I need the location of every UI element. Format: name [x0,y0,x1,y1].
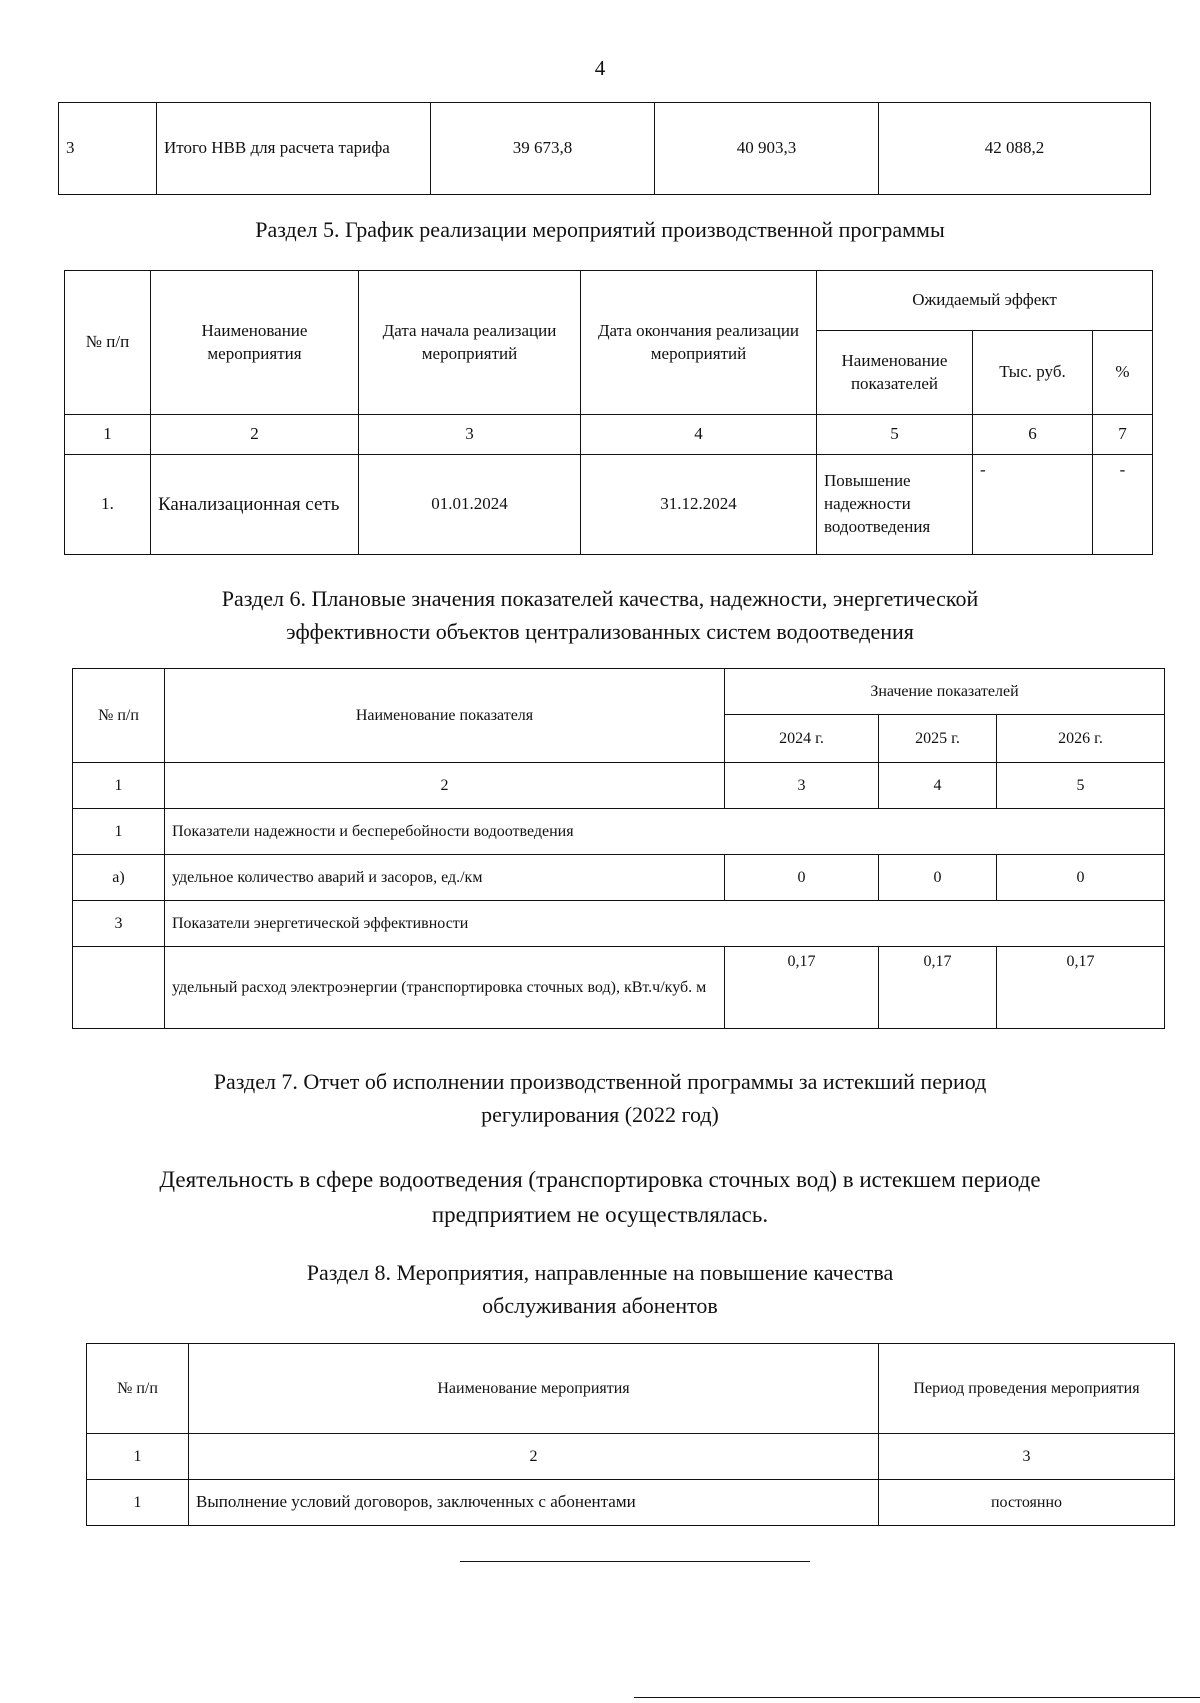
table-header-row [65,271,1153,331]
header-2025: 2025 г. [879,715,997,763]
bottom-line [634,1697,1200,1698]
header-effect: Ожидаемый эффект [817,271,1153,331]
percent-cell: - [1093,455,1153,555]
group-name: Показатели энергетической эффективности [165,901,1165,947]
table-index-row [87,1434,1175,1480]
table-index-row [73,763,1165,809]
value-cell: 0,17 [725,947,879,1029]
header-indicator: Наименование показателей [817,331,973,415]
header-start: Дата начала реализации мероприятий [359,271,581,415]
table-group-row [73,809,1165,855]
index-cell: 3 [359,415,581,455]
header-2026: 2026 г. [997,715,1165,763]
header-period: Период проведения мероприятия [879,1344,1175,1434]
table-index-row [65,415,1153,455]
index-cell: 4 [581,415,817,455]
table-row [59,103,1151,195]
header-num: № п/п [65,271,151,415]
section7-title-line2: регулирования (2022 год) [481,1102,719,1127]
page-number: 4 [594,56,606,80]
table-row [73,947,1165,1029]
section7-text [0,1163,1200,1232]
header-percent: % [1093,331,1153,415]
row-number: 3 [59,103,157,195]
index-cell: 1 [87,1434,189,1480]
indicator-cell: Повышение надежности водоотведения [817,455,973,555]
table-row [73,855,1165,901]
table-row [65,455,1153,555]
value-cell: 40 903,3 [655,103,879,195]
section7-title-line1: Раздел 7. Отчет об исполнении производственной программы за истекший период [213,1069,987,1094]
table-row [87,1480,1175,1526]
thousand-cell: - [973,455,1093,555]
row-name: удельное количество аварий и засоров, ед./км [165,855,725,901]
header-name: Наименование мероприятия [189,1344,879,1434]
section5-table [64,270,1153,555]
header-2024: 2024 г. [725,715,879,763]
value-cell: 0,17 [997,947,1165,1029]
value-cell: 42 088,2 [879,103,1151,195]
index-cell: 5 [817,415,973,455]
header-num: № п/п [73,669,165,763]
row-name: Канализационная сеть [151,455,359,555]
row-name: удельный расход электроэнергии (транспортировка сточных вод), кВт.ч/куб. м [165,947,725,1029]
index-cell: 1 [73,763,165,809]
index-cell: 3 [725,763,879,809]
value-cell: 0,17 [879,947,997,1029]
row-number: 1 [87,1480,189,1526]
section8-title [0,1256,1200,1322]
period-cell: постоянно [879,1480,1175,1526]
section5-title: Раздел 5. График реализации мероприятий производственной программы [255,217,945,242]
header-end: Дата окончания реализации мероприятий [581,271,817,415]
row-number [73,947,165,1029]
section8-table [86,1343,1175,1526]
end-divider [460,1561,810,1562]
section7-text-line1: Деятельность в сфере водоотведения (транспортировка сточных вод) в истекшем периоде [159,1167,1041,1192]
row-number: 1 [73,809,165,855]
nvv-table [58,102,1151,195]
group-name: Показатели надежности и бесперебойности водоотведения [165,809,1165,855]
row-name: Итого НВВ для расчета тарифа [157,103,431,195]
index-cell: 7 [1093,415,1153,455]
table-header-row [87,1344,1175,1434]
section7-title [0,1065,1200,1131]
header-name: Наименование мероприятия [151,271,359,415]
end-date: 31.12.2024 [581,455,817,555]
value-cell: 0 [725,855,879,901]
start-date: 01.01.2024 [359,455,581,555]
section6-title [0,582,1200,648]
header-name: Наименование показателя [165,669,725,763]
header-thousand: Тыс. руб. [973,331,1093,415]
section6-title-line2: эффективности объектов централизованных систем водоотведения [286,619,914,644]
section6-title-line1: Раздел 6. Плановые значения показателей качества, надежности, энергетической [221,586,979,611]
value-cell: 0 [879,855,997,901]
index-cell: 4 [879,763,997,809]
section7-text-line2: предприятием не осуществлялась. [431,1201,769,1227]
section8-title-line2: обслуживания абонентов [482,1293,718,1318]
header-num: № п/п [87,1344,189,1434]
value-cell: 39 673,8 [431,103,655,195]
index-cell: 6 [973,415,1093,455]
index-cell: 3 [879,1434,1175,1480]
row-number: 1. [65,455,151,555]
section6-table [72,668,1165,1029]
row-number: а) [73,855,165,901]
index-cell: 5 [997,763,1165,809]
table-group-row [73,901,1165,947]
row-name: Выполнение условий договоров, заключенных с абонентами [189,1480,879,1526]
value-cell: 0 [997,855,1165,901]
header-values: Значение показателей [725,669,1165,715]
index-cell: 2 [165,763,725,809]
row-number: 3 [73,901,165,947]
index-cell: 1 [65,415,151,455]
index-cell: 2 [151,415,359,455]
table-header-row [73,669,1165,715]
section8-title-line1: Раздел 8. Мероприятия, направленные на повышение качества [306,1260,894,1285]
index-cell: 2 [189,1434,879,1480]
